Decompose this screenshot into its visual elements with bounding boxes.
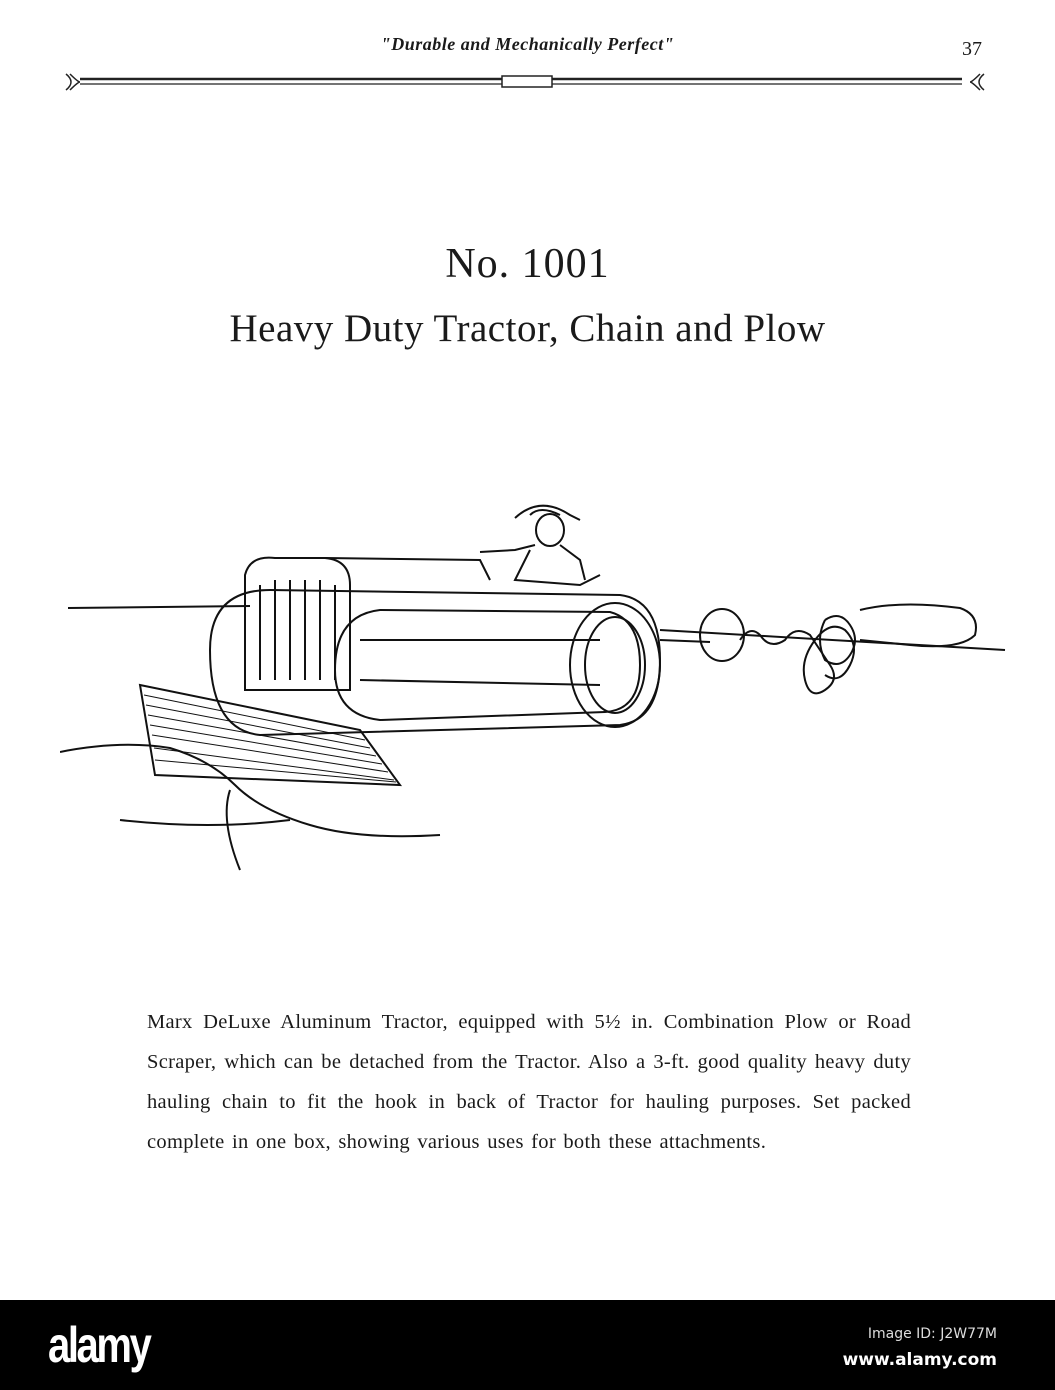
site-url: www.alamy.com (842, 1350, 997, 1370)
product-title: Heavy Duty Tractor, Chain and Plow (229, 307, 826, 350)
product-description: Marx DeLuxe Aluminum Tractor, equipped with 5½ in. Combination Plow or Road Scraper, which can be detached from the Tractor. Also a 3-ft. good quality heavy duty hauling chain to fit the hook in back of Tractor for hauling purposes. Set packed complete in one box, showing various uses for both these attachments. (147, 1011, 911, 1153)
product-number: No. 1001 (445, 241, 610, 287)
alamy-logo: alamy (48, 1317, 150, 1373)
image-id: Image ID: J2W77M (867, 1326, 997, 1342)
running-title: "Durable and Mechanically Perfect" (380, 34, 675, 54)
ornamental-rule (62, 70, 988, 94)
watermark-bar (0, 1300, 1055, 1390)
page-number: 37 (962, 38, 982, 60)
tractor-with-plow-and-chain-illustration (60, 490, 1010, 880)
